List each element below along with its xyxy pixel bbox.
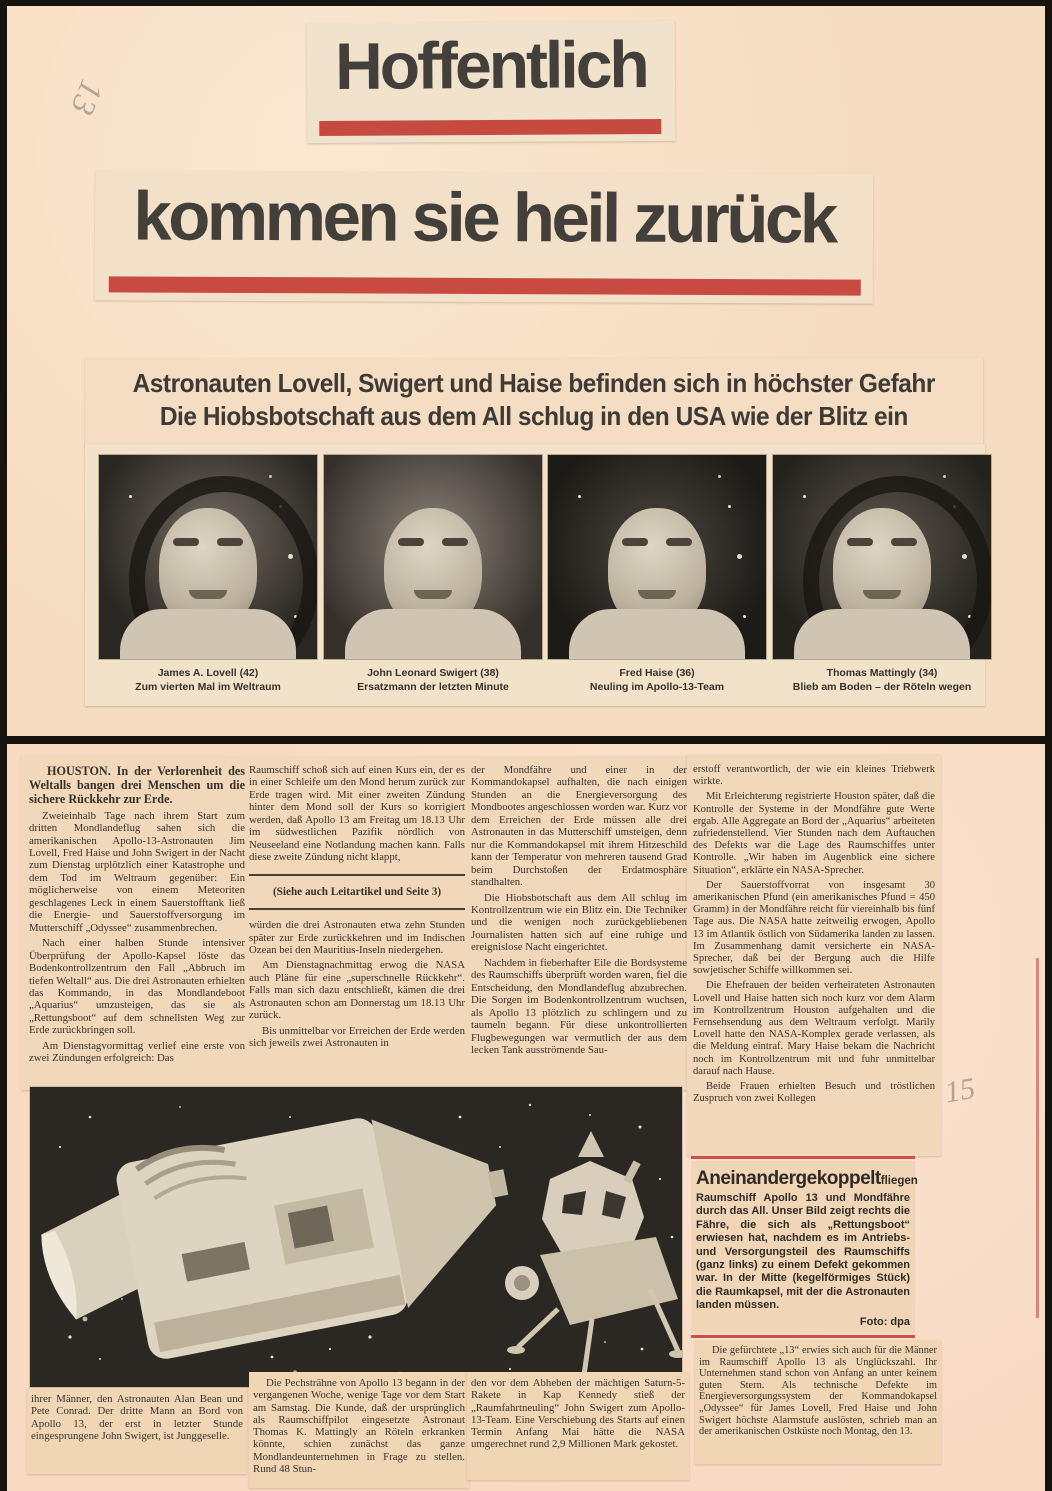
star-speckles bbox=[803, 495, 806, 498]
star-speckles bbox=[578, 495, 581, 498]
astronaut-card-mattingly bbox=[772, 454, 992, 694]
paragraph: Bis unmittelbar vor Erreichen der Erde werden sich jeweils zwei Astronauten in bbox=[249, 1024, 465, 1050]
astronaut-photo-lovell bbox=[98, 454, 318, 660]
paragraph: Die Pechsträhne von Apollo 13 begann in der vergangenen Woche, wenige Tage vor dem Start am Samstag. Die Kunde, daß der ursprünglich als Raumschiffpilot eingesetzte Astronaut Thomas K. Mattingly an Röteln erkranken könnte, schien zunächst das ganze Mondlandeunternehmen in Frage zu stellen. Rund 48 Stun- bbox=[253, 1377, 465, 1476]
article-column-1 bbox=[29, 764, 245, 1086]
astronaut-caption-block bbox=[547, 667, 767, 694]
subheadline-line1: Astronauten Lovell, Swigert und Haise befinden sich in höchster Gefahr bbox=[132, 368, 936, 398]
subheadline-line1-row bbox=[85, 368, 983, 401]
astronaut-card-haise bbox=[547, 454, 767, 694]
paragraph: Die Ehefrauen der beiden verheirateten Astronauten Lovell und Haise hatten sich noch kurz vor dem Alarm im Kontrollzentrum Houston aufgehalten und die Fernsehsendung aus dem Weltraum verfolgt. Marily Lovell hatte den NASA-Komplex gerade verlassen, als die Meldung eintraf. Mary Haise bekam die Nachricht noch im Kontrollzentrum mit und fuhr unmittelbar darauf nach Hause. bbox=[693, 980, 935, 1077]
star-speckles bbox=[129, 495, 132, 498]
paragraph: Nach einer halben Stunde intensiver Überprüfung der Apollo-Kapsel löste das Bodenkontrollzentrum den Fall „Abbruch im tiefen Weltall“ aus. Die drei Astronauten erhielten das Kommando, in das Mondlandeboot „Aquarius“ umzusteigen, das sie als „Rettungsboot“ auf dem schnellsten Weg zur Erde zurückbringen soll. bbox=[29, 937, 245, 1037]
paragraph: Beide Frauen erhielten Besuch und tröstlichen Zuspruch von zwei Kollegen bbox=[693, 1081, 935, 1105]
spacecraft-docked-photo bbox=[29, 1086, 683, 1388]
astronaut-photo-mattingly bbox=[772, 454, 992, 660]
photo-caption-clipping bbox=[691, 1156, 918, 1338]
article-lead: HOUSTON. In der Verlorenheit des Weltalls bangen drei Menschen um die sichere Rückkehr zur Erde. bbox=[29, 764, 245, 807]
continuation-block-right bbox=[467, 1372, 689, 1480]
astronaut-name: John Leonard Swigert (38) bbox=[367, 667, 499, 679]
headline-clipping-line1 bbox=[307, 21, 676, 143]
astronaut-name: James A. Lovell (42) bbox=[157, 667, 259, 679]
photo-caption-headline bbox=[696, 1168, 918, 1190]
paragraph: ihrer Männer, den Astronauten Alan Bean und Pete Conrad. Der dritte Mann an Bord von Apollo 13, der erst in letzter Stunde eingesprungene John Swigert, ist Junggeselle. bbox=[31, 1393, 243, 1442]
red-underline-bar-2 bbox=[109, 276, 861, 295]
article-column-3 bbox=[471, 764, 687, 1086]
article-column-2 bbox=[249, 764, 465, 1086]
astronaut-suit bbox=[120, 609, 296, 660]
astronaut-caption-block bbox=[98, 667, 318, 694]
astronaut-caption-block bbox=[323, 667, 543, 694]
paragraph: Mit Erleichterung registrierte Houston später, daß die Kontrolle der Systeme in der Mondfähre gute Werte ergab. Alle Aggregate an Bord der „Aquarius“ arbeiteten zufriedenstellend. Vier Stunden nach dem Auftauchen des Defekts war die Lage des Raumschiffes unter Kontrolle. „Wir haben im Augenblick eine sichere Situation“, erklärte ein NASA-Sprecher. bbox=[693, 791, 935, 876]
paragraph: würden die drei Astronauten etwa zehn Stunden später zur Erde zurückkehren und im Indischen Ozean bei den Mauritius-Inseln niedergehen. bbox=[249, 919, 465, 956]
astronaut-subcaption: Blieb am Boden – der Röteln wegen bbox=[792, 680, 972, 693]
paragraph: Der Sauerstoffvorrat von insgesamt 30 amerikanischen Pfund (ein amerikanisches Pfund = 450 Gramm) in der Mondfähre reicht für viereinhalb bis fünf Tage aus. Die NASA hatte zeitweilig erwogen, Apollo 13 im Atlantik östlich von Südamerika landen zu lassen. Im Zusammenhang damit versicherte ein NASA-Sprecher, daß bei der Bergung auch die Hilfe sowjetischer Schiffe willkommen sei. bbox=[693, 879, 935, 977]
red-rule-top bbox=[691, 1156, 915, 1159]
subheadline-line2-row bbox=[85, 401, 983, 434]
paragraph: Die gefürchtete „13“ erwies sich auch für die Männer im Raumschiff Apollo 13 als Unglückszahl. Ihr Unternehmen stand schon von Anfang an unter keinem guten Stern. Als technische Defekte im Energieversorgungssystem der Kommandokapsel „Odyssee“ für James Lovell, Fred Haise und John Swigert höchste Alarmstufe auslösten, schrieb man an der amerikanischen Ostküste noch Montag, den 13. bbox=[699, 1345, 937, 1438]
continuation-block-left bbox=[27, 1388, 247, 1474]
spacecraft-illustration bbox=[30, 1087, 682, 1387]
astronaut-suit bbox=[794, 609, 970, 660]
headline-line2: kommen sie heil zurück bbox=[133, 177, 835, 258]
astronaut-suit bbox=[569, 609, 745, 660]
scrapbook-sheet-top bbox=[7, 6, 1045, 736]
astronaut-caption-block bbox=[772, 667, 992, 694]
headline-line1: Hoffentlich bbox=[334, 27, 647, 103]
article-column-4 bbox=[693, 764, 935, 1156]
photo-credit: Foto: dpa bbox=[859, 1315, 910, 1328]
pencil-page-number-bottom: 15 bbox=[942, 1071, 978, 1110]
red-rule-bottom bbox=[691, 1335, 915, 1338]
paragraph: Am Dienstagvormittag verlief eine erste von zwei Zündungen erfolgreich: Das bbox=[29, 1039, 245, 1065]
continuation-block-middle bbox=[249, 1372, 469, 1488]
astronaut-card-lovell bbox=[98, 454, 318, 694]
astronaut-photo-swigert bbox=[323, 454, 543, 660]
red-margin-line bbox=[1036, 958, 1039, 1318]
astronaut-subcaption: Zum vierten Mal im Weltraum bbox=[135, 680, 281, 693]
subheadline-clipping bbox=[85, 358, 983, 446]
paragraph: Raumschiff schoß sich auf einen Kurs ein, der es in einer Schleife um den Mond herum zurück zur Erde tragen wird. Mit einer zweiten Zündung hinter dem Mond soll der Kurs so korrigiert werden, daß Apollo 13 am Freitag um 18.13 Uhr im südwestlichen Pazifik nördlich von Neuseeland eine Notlandung machen kann. Falls diese zweite Zündung nicht klappt, bbox=[249, 764, 465, 864]
see-also-note: (Siehe auch Leitartikel und Seite 3) bbox=[249, 874, 465, 910]
scrapbook-sheet-bottom bbox=[7, 744, 1045, 1491]
astronaut-photo-strip bbox=[85, 444, 985, 706]
astronaut-name: Thomas Mattingly (34) bbox=[826, 667, 938, 679]
paragraph: der Mondfähre und einer in der Kommandokapsel aufhalten, die nach einigen Stunden an die Energieversorgung des Mondbootes angeschlossen worden war. Kurz vor dem Erreichen der Erde müssen alle drei Astronauten in das Mutterschiff umsteigen, denn nur die Kommandokapsel mit ihrem Hitzeschild kann der Temperatur von mehreren tausend Grad beim Durchstoßen der Erdatmosphäre standhalten. bbox=[471, 764, 687, 889]
astronaut-suit bbox=[345, 609, 521, 660]
unlucky-13-sidebar bbox=[695, 1340, 941, 1464]
red-underline-bar-1 bbox=[319, 119, 661, 136]
pencil-page-number-top: 13 bbox=[62, 74, 110, 120]
subheadline-line2: Die Hiobsbotschaft aus dem All schlug in den USA wie der Blitz ein bbox=[159, 401, 909, 431]
paragraph: den vor dem Abheben der mächtigen Saturn-5-Rakete in Kap Kennedy stieß der „Raumfahrtneuling“ John Swigert zum Apollo-13-Team. Eine Verschiebung des Starts auf einen Termin Anfang Mai hätte die NASA umgerechnet rund 2,9 Millionen Mark gekostet. bbox=[471, 1377, 685, 1451]
astronaut-subcaption: Neuling im Apollo-13-Team bbox=[589, 680, 725, 693]
paragraph: Am Dienstagnachmittag erwog die NASA auch Pläne für eine „superschnelle Rückkehr“. Falls man sich dazu entschließt, kämen die drei Astronauten schon am Donnerstag um 18.13 Uhr zurück. bbox=[249, 959, 465, 1022]
astronaut-name: Fred Haise (36) bbox=[619, 667, 695, 679]
headline-clipping-line2 bbox=[95, 170, 874, 303]
astronaut-card-swigert bbox=[323, 454, 543, 694]
paragraph: erstoff verantwortlich, der wie ein kleines Triebwerk wirkte. bbox=[693, 764, 935, 788]
astronaut-photo-haise bbox=[547, 454, 767, 660]
photo-caption-title: Aneinandergekoppelt bbox=[696, 1168, 881, 1189]
paragraph: Nachdem in fieberhafter Eile die Bordsysteme des Raumschiffs überprüft worden waren, fiel die Entscheidung, den Mondlandeflug abzubrechen. Die Sorgen im Bodenkontrollzentrum wuchsen, als Apollo 13 plötzlich zu schlingern und zu taumeln begann. Für diese unkontrollierten Flugbewegungen war vermutlich der aus dem lecken Tank ausströmende Sau- bbox=[471, 956, 687, 1056]
photo-caption-text: Raumschiff Apollo 13 und Mondfähre durch das All. Unser Bild zeigt rechts die Fähre, die sich als „Rettungsboot“ erwiesen hat, nachdem es im Antriebs- und Versorgungsteil des Raumschiffs (ganz links) zu einem Defekt gekommen war. In der Mitte (kegelförmiges Stück) die Raumkapsel, mit der die Astronauten landen müssen. bbox=[696, 1192, 910, 1312]
paragraph: Zweieinhalb Tage nach ihrem Start zum dritten Mondlandeflug sahen sich die amerikanischen Apollo-13-Astronauten Jim Lovell, Fred Haise und John Swigert in der Nacht zum Dienstag urplötzlich einer Katastrophe und dem Tod im Weltraum gegenüber: Ein möglicherweise von einem Meteoriten geschlagenes Leck in einem Sauerstofftank ließ die Energie- und Sauerstoffversorgung im Mutterschiff „Odyssee“ zusammenbrechen. bbox=[29, 809, 245, 934]
photo-caption-body bbox=[691, 1161, 918, 1333]
photo-caption-title-cont: fliegen bbox=[880, 1175, 918, 1187]
paragraph: Die Hiobsbotschaft aus dem All schlug im Kontrollzentrum wie ein Blitz ein. Die Techniker und die wenigen noch zurückgebliebenen Journalisten hatten sich auf eine ruhige und ereignislose Nacht eingerichtet. bbox=[471, 891, 687, 954]
astronaut-subcaption: Ersatzmann der letzten Minute bbox=[357, 680, 509, 693]
